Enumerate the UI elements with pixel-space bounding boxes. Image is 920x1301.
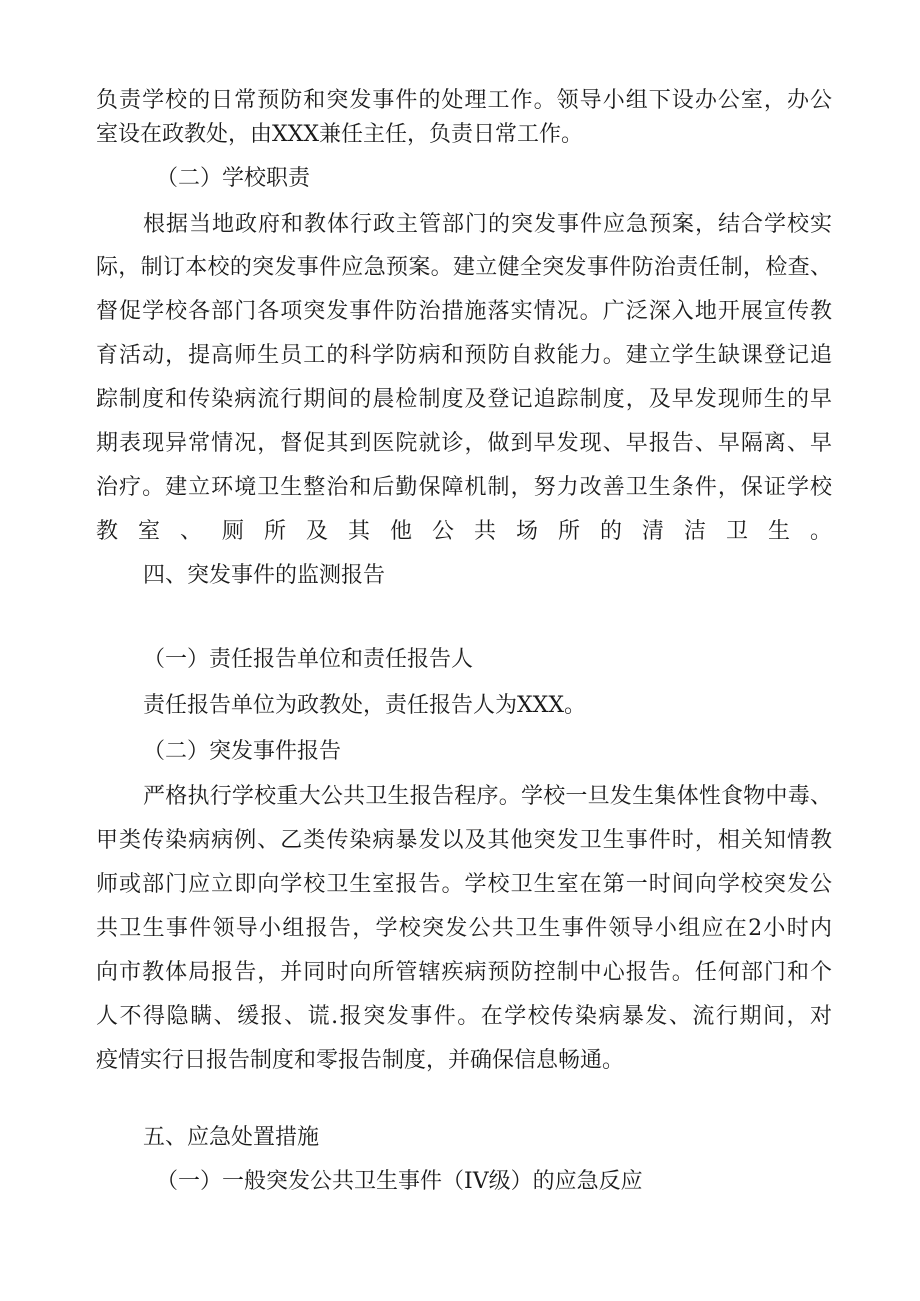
section-heading: （一）责任报告单位和责任报告人: [143, 647, 474, 672]
section-heading: 五、应急处置措施: [143, 1125, 320, 1150]
paragraph-line: 责任报告单位为政教处，责任报告人为XXX。: [143, 693, 586, 718]
paragraph-line: 共卫生事件领导小组报告，学校突发公共卫生事件领导小组应在2小时内: [96, 916, 832, 941]
paragraph-line: 向市教体局报告，并同时向所管辖疾病预防控制中心报告。任何部门和个: [96, 960, 832, 985]
paragraph-line: 严格执行学校重大公共卫生报告程序。学校一旦发生集体性食物中毒、: [143, 784, 832, 809]
paragraph-line: 人不得隐瞒、缓报、谎.报突发事件。在学校传染病暴发、流行期间，对: [96, 1004, 832, 1029]
paragraph-line: 期表现异常情况，督促其到医院就诊，做到早发现、早报告、早隔离、早: [96, 431, 832, 456]
paragraph-line: 际，制订本校的突发事件应急预案。建立健全突发事件防治责任制，检查、: [96, 255, 832, 280]
paragraph-line: 疫情实行日报告制度和零报告制度，并确保信息畅通。: [96, 1048, 625, 1073]
paragraph-line: 师或部门应立即向学校卫生室报告。学校卫生室在第一时间向学校突发公: [96, 872, 832, 897]
section-heading: （一）一般突发公共卫生事件（IV级）的应急反应: [156, 1169, 643, 1194]
paragraph-line: 治疗。建立环境卫生整治和后勤保障机制，努力改善卫生条件，保证学校: [96, 475, 832, 500]
section-heading: （二）突发事件报告: [143, 739, 342, 764]
section-heading: （二）学校职责: [156, 166, 311, 191]
paragraph-line: 甲类传染病病例、乙类传染病暴发以及其他突发卫生事件时，相关知情教: [96, 828, 832, 853]
paragraph-line: 督促学校各部门各项突发事件防治措施落实情况。广泛深入地开展宣传教: [96, 299, 832, 324]
paragraph-line: 踪制度和传染病流行期间的晨检制度及登记追踪制度，及早发现师生的早: [96, 387, 832, 412]
paragraph-line: 室设在政教处，由XXX兼任主任，负责日常工作。: [96, 122, 583, 147]
paragraph-line: 根据当地政府和教体行政主管部门的突发事件应急预案，结合学校实: [143, 212, 832, 237]
paragraph-line: 负责学校的日常预防和突发事件的处理工作。领导小组下设办公室，办公: [96, 88, 832, 113]
paragraph-line: 教室、厕所及其他公共场所的清洁卫生。: [96, 519, 832, 544]
paragraph-line: 育活动，提高师生员工的科学防病和预防自救能力。建立学生缺课登记追: [96, 343, 832, 368]
section-heading: 四、突发事件的监测报告: [143, 563, 386, 588]
